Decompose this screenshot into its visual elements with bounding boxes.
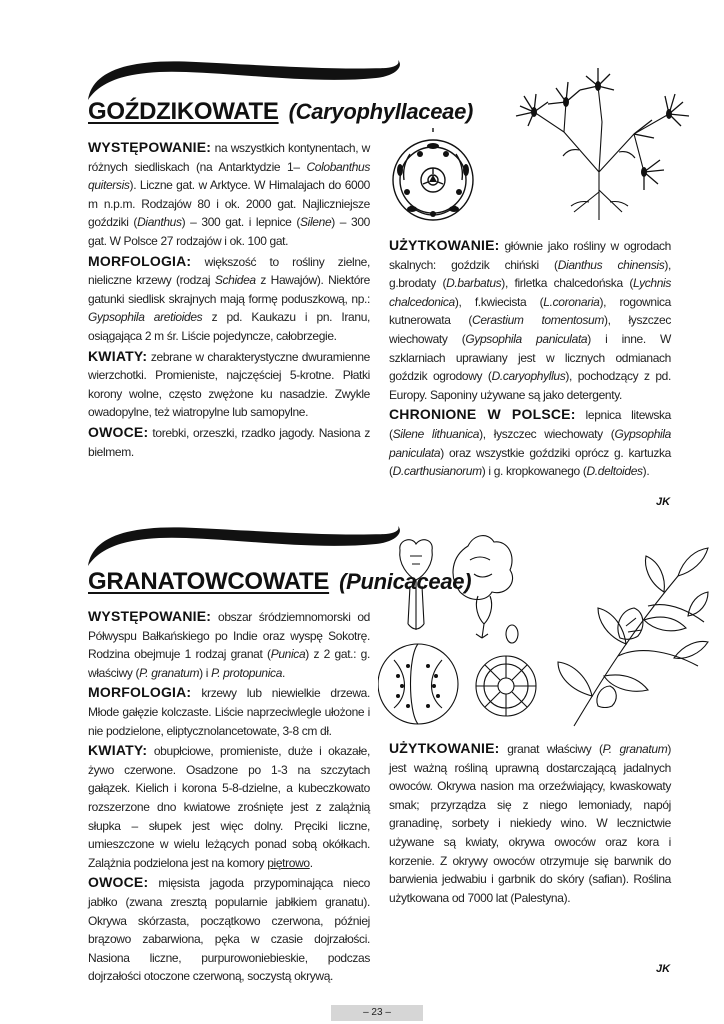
dianthus-plant-illustration [494,62,714,222]
family-name-latin: (Caryophyllaceae) [288,99,474,124]
paragraph-kwiaty: KWIATY: zebrane w charakterystyczne dwuramienne wierzchotki. Promieniste, najczęściej 5-krotne. Płatki korony wolne, często zwężone ku nasadzie. Zwykle owadopylne, też wiatropylne lub samopylne. [88,347,370,420]
page-number: – 23 – [331,1005,423,1021]
paragraph-wystepowanie: WYSTĘPOWANIE: obszar śródziemnomorski od Półwyspu Bałkańskiego po Indie oraz wyspę Sokotrę. Rodzina obejmuje 1 rodzaj granat (Punica) z 2 gat.: g. właściwy (P. granatum) i P. protopunica. [88,608,370,680]
punicaceae-left-column [88,607,370,987]
paragraph-morfologia: MORFOLOGIA: krzewy lub niewielkie drzewa. Młode gałęzie kolczaste. Liście naprzeciwlegle ułożone i nie podzielone, eliptycznolancetowate, 3-8 cm dł. [88,684,370,738]
family-name-polish: GOŹDZIKOWATE [88,98,279,125]
paragraph-morfologia: MORFOLOGIA: większość to rośliny zielne, nieliczne krzewy (rodzaj Schidea z Hawajów). Niektóre gatunki siedlisk skrajnych mają formę poduszkową, np.: Gypsophila aretioides z pd. Kaukazu i pn. Iranu, osiągająca 2 m śr. Liście pojedyncze, całobrzegie. [88,252,370,343]
caryophyllaceae-left-column [88,138,370,462]
paragraph-kwiaty: KWIATY: obupłciowe, promieniste, duże i okazałe, żywo czerwone. Osadzone po 1-3 na szczytach gałązek. Kielich i korona 5-8-dzielne, a kubeczkowato rozszerzone dno kwiatowe zrośnięte jest z zalążnią słupka – słupek jest więc dolny. Pręciki liczne, umieszczone w wielu leżących ponad sobą okółkach. Zalążnia podzielona jest na komory piętrowo. [88,742,370,870]
paragraph-chronione: CHRONIONE W POLSCE: lepnica litewska (Silene lithuanica), łyszczec wiechowaty (Gypsophila paniculata) oraz wszystkie goździki oprócz g. kartuzka (D.carthusianorum) i g. kropkowanego (D.deltoides). [389,406,672,479]
paragraph-uzytkowanie: UŻYTKOWANIE: głównie jako rośliny w ogrodach skalnych: goździk chiński (Dianthus chinensis), g.brodaty (D.barbatus), firletka chalcedońska (Lychnis chalcedonica), f.kwiecista (L.coronaria), rogownica kutnerowata (Cerastium tomentosum), łyszczec wiechowaty (Gypsophila paniculata) i inne. W szklarniach uprawiany jest w licznych odmianach goździk ogrodowy (D.caryophyllus), pochodzący z pd. Europy. Saponiny używane są jako detergenty. [389,237,672,402]
author-signature: JK [656,496,671,508]
paragraph-uzytkowanie: UŻYTKOWANIE: granat właściwy (P. granatum) jest ważną rośliną uprawną dostarczającą jadalnych owoców. Okrywa nasion ma orzeźwiający, kwaskowaty smak; przyrządza się z niego lemoniady, napój granadinę, sorbety i niekiedy wino. W lecznictwie używane są kwiaty, okrywa owoców oraz kora i korzenie. Z okrywy owoców otrzymuje się barwnik do barwienia jedwabiu i garbnik do skóry (safian). Roślina użytkowana od 7000 lat (Palestyna). [389,740,671,905]
paragraph-owoce: OWOCE: torebki, orzeszki, rzadko jagody. Nasiona z bielmem. [88,423,370,459]
decorative-swoosh [86,52,404,102]
family-title-caryophyllaceae [88,98,473,126]
author-signature: JK [656,963,671,975]
floral-diagram-illustration [386,126,480,230]
family-name-polish: GRANATOWCOWATE [88,568,330,595]
caryophyllaceae-right-column [389,236,671,482]
paragraph-wystepowanie: WYSTĘPOWANIE: na wszystkich kontynentach, w różnych siedliskach (na Antarktydzie 1– Colobanthus quitersis). Liczne gat. w Arktyce. W Himalajach do 6000 m n.p.m. Rodzajów 80 i ok. 2000 gat. Najliczniejsze goździki (Dianthus) – 300 gat. i lepnice (Silene) – 300 gat. W Polsce 27 rodzajów i ok. 100 gat. [88,139,370,248]
pomegranate-illustrations [378,526,714,732]
decorative-swoosh [86,518,404,568]
family-name-latin: (Punicaceae) [339,569,472,594]
punicaceae-right-column [389,739,671,908]
paragraph-owoce: OWOCE: mięsista jagoda przypominająca nieco jabłko (zwana zresztą popularnie jabłkiem granatu). Okrywa skórzasta, początkowo czerwona, później brązowo zabarwiona, pęka w czasie dojrzałości. Nasiona liczne, purpurowoniebieskie, podczas dojrzałości otoczone czerwoną, soczystą okrywą. [88,874,370,984]
